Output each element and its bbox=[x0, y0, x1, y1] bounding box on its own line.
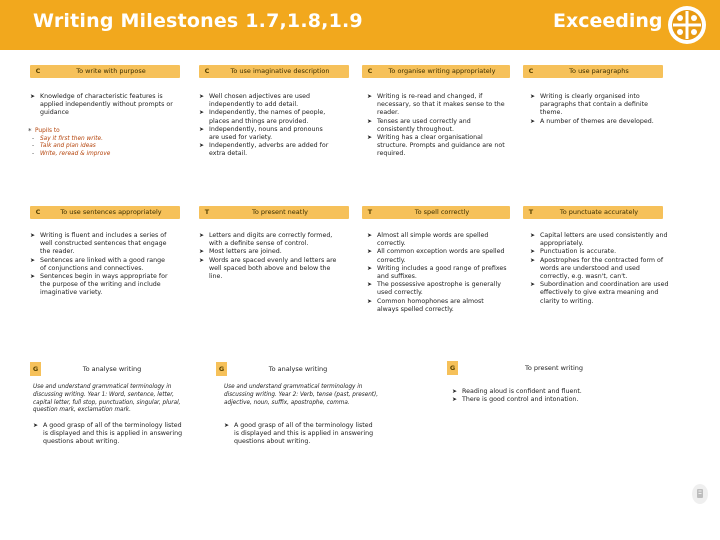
objective-content-2 bbox=[199, 93, 334, 159]
level-title: Exceeding bbox=[553, 10, 663, 32]
list-item: ➤ Almost all simple words are spelled correctly. bbox=[367, 232, 489, 248]
list-item: ➤ There is good control and intonation. bbox=[452, 396, 579, 404]
arrow-bullet-icon: ➤ bbox=[530, 93, 536, 100]
list-item: ➤ A number of themes are developed. bbox=[530, 117, 654, 125]
objective-label: To organise writing appropriately bbox=[388, 67, 496, 75]
list-item: ➤ Writing is clearly organised into paragraphs that contain a definite theme. bbox=[530, 93, 648, 117]
list-item: ➤ Sentences begin in ways appropriate for the purpose of the writing and include imaginative variety. bbox=[30, 273, 168, 297]
arrow-bullet-icon: ➤ bbox=[367, 93, 373, 100]
objective-content-3 bbox=[367, 93, 507, 159]
arrow-bullet-icon: ➤ bbox=[199, 125, 205, 133]
arrow-bullet-icon: ➤ bbox=[530, 117, 536, 125]
list-item: ➤ Knowledge of characteristic features is applied independently without prompts or guidance bbox=[30, 93, 173, 117]
objective-code: G bbox=[30, 362, 41, 376]
objective-label: To present writing bbox=[524, 364, 584, 372]
list-item: ➤ A good grasp of all of the terminology listed is displayed and this is applied in answering questions about writing. bbox=[224, 422, 374, 446]
arrow-bullet-icon: ➤ bbox=[452, 388, 458, 395]
arrow-bullet-icon: ➤ bbox=[367, 297, 373, 305]
arrow-bullet-icon: ➤ bbox=[199, 142, 205, 150]
objective-header-1 bbox=[30, 65, 180, 78]
list-item: ➤ The possessive apostrophe is generally used correctly. bbox=[367, 281, 501, 297]
arrow-bullet-icon: ➤ bbox=[199, 93, 205, 100]
objective-code: T bbox=[528, 208, 534, 216]
list-item: ➤ Subordination and coordination are used effectively to give extra meaning and clarity to writing. bbox=[530, 281, 669, 305]
objective-label: To use paragraphs bbox=[569, 67, 629, 75]
objective-header-10 bbox=[216, 362, 366, 376]
page-indicator-icon bbox=[692, 484, 708, 504]
arrow-bullet-icon: ➤ bbox=[530, 232, 536, 239]
arrow-bullet-icon: ➤ bbox=[199, 256, 205, 264]
arrow-bullet-icon: ➤ bbox=[224, 422, 230, 429]
objective-code: T bbox=[204, 208, 210, 216]
arrow-bullet-icon: ➤ bbox=[367, 232, 373, 239]
objective-label: To present neatly bbox=[252, 208, 308, 216]
arrow-bullet-icon: ➤ bbox=[367, 248, 373, 256]
objective-content-5 bbox=[30, 232, 170, 298]
objective-header-4 bbox=[523, 65, 663, 78]
objective-content-1 bbox=[30, 93, 178, 118]
arrow-bullet-icon: ➤ bbox=[367, 264, 373, 272]
list-item: ➤ Sentences are linked with a good range of conjunctions and connectives. bbox=[30, 256, 166, 272]
objective-label: To analyse writing bbox=[82, 365, 142, 373]
arrow-bullet-icon: ➤ bbox=[30, 273, 36, 281]
school-crest-icon bbox=[668, 6, 706, 44]
list-item: ➤ Punctuation is accurate. bbox=[530, 248, 617, 256]
arrow-bullet-icon: ➤ bbox=[452, 396, 458, 404]
list-item: ➤ Words are spaced evenly and letters are well spaced both above and below the line. bbox=[199, 256, 337, 281]
objective-header-3 bbox=[362, 65, 510, 78]
pupil-prompts-title: Pupils to bbox=[35, 128, 60, 134]
objective-header-9 bbox=[30, 362, 180, 376]
objective-content-4 bbox=[530, 93, 670, 126]
objective-code: C bbox=[528, 67, 534, 75]
list-item: ➤ Apostrophes for the contracted form of words are understood and used correctly, e.g. wasn't, can't. bbox=[530, 256, 664, 281]
objective-header-6 bbox=[199, 206, 349, 219]
arrow-bullet-icon: ➤ bbox=[30, 93, 36, 100]
objective-content-7 bbox=[367, 232, 507, 314]
list-item: - Write, reread & improve bbox=[32, 150, 111, 157]
list-item: ➤ Well chosen adjectives are used independently to add detail. bbox=[199, 93, 311, 109]
terminology-intro-year2: Use and understand grammatical terminology in discussing writing. Year 2: Verb, tense (past, present), adjective, noun, suffix, apostrophe, comma. bbox=[224, 384, 379, 406]
list-item: ➤ Most letters are joined. bbox=[199, 248, 282, 256]
objective-content-6 bbox=[199, 232, 339, 281]
pupil-prompts bbox=[30, 128, 110, 158]
list-item: ➤ Tenses are used correctly and consistently throughout. bbox=[367, 117, 471, 133]
page-title: Writing Milestones 1.7,1.8,1.9 bbox=[33, 10, 363, 32]
objective-content-8 bbox=[530, 232, 670, 306]
objective-code: C bbox=[35, 208, 41, 216]
objective-header-7 bbox=[362, 206, 510, 219]
list-item: - Talk and plan ideas bbox=[32, 143, 96, 150]
objective-header-5 bbox=[30, 206, 180, 219]
objective-label: To use sentences appropriately bbox=[60, 208, 162, 216]
list-item: ➤ Independently, adverbs are added for extra detail. bbox=[199, 142, 329, 158]
list-item: ➤ Writing has a clear organisational structure. Prompts and guidance are not required. bbox=[367, 134, 505, 158]
arrow-bullet-icon: ➤ bbox=[33, 422, 39, 429]
header-bar bbox=[0, 0, 720, 50]
list-item: ➤ Capital letters are used consistently and appropriately. bbox=[530, 232, 668, 248]
objective-header-8 bbox=[523, 206, 663, 219]
objective-content-9 bbox=[33, 422, 183, 447]
objective-header-11 bbox=[447, 361, 647, 375]
arrow-bullet-icon: ➤ bbox=[367, 117, 373, 125]
list-item: ➤ Writing includes a good range of prefixes and suffixes. bbox=[367, 264, 507, 281]
list-item: ➤ All common exception words are spelled correctly. bbox=[367, 248, 505, 264]
arrow-bullet-icon: ➤ bbox=[30, 232, 36, 239]
objective-code: G bbox=[447, 361, 458, 375]
arrow-bullet-icon: ➤ bbox=[530, 281, 536, 289]
objective-code: T bbox=[367, 208, 373, 216]
list-item: - Say it first then write. bbox=[32, 135, 103, 142]
arrow-bullet-icon: ➤ bbox=[199, 248, 205, 256]
arrow-bullet-icon: ➤ bbox=[530, 248, 536, 256]
objective-code: C bbox=[367, 67, 373, 75]
objective-label: To spell correctly bbox=[414, 208, 470, 216]
arrow-bullet-icon: ➤ bbox=[530, 256, 536, 264]
arrow-bullet-icon: ➤ bbox=[367, 281, 373, 289]
objective-label: To analyse writing bbox=[268, 365, 328, 373]
list-item: ➤ Independently, the names of people, places and things are provided. bbox=[199, 109, 326, 125]
list-item: ➤ A good grasp of all of the terminology listed is displayed and this is applied in answering questions about writing. bbox=[33, 422, 183, 446]
arrow-bullet-icon: ➤ bbox=[199, 109, 205, 117]
asterisk-marker: * bbox=[28, 127, 32, 135]
arrow-bullet-icon: ➤ bbox=[30, 256, 36, 264]
objective-content-10 bbox=[224, 422, 374, 447]
list-item: ➤ Writing is fluent and includes a series of well constructed sentences that engage the reader. bbox=[30, 232, 167, 256]
list-item: ➤ Letters and digits are correctly formed, with a definite sense of control. bbox=[199, 232, 333, 248]
objective-header-2 bbox=[199, 65, 349, 78]
list-item: ➤ Reading aloud is confident and fluent. bbox=[452, 388, 582, 395]
list-item: ➤ Independently, nouns and pronouns are used for variety. bbox=[199, 125, 323, 142]
objective-label: To write with purpose bbox=[76, 67, 146, 75]
objective-code: G bbox=[216, 362, 227, 376]
objective-code: C bbox=[35, 67, 41, 75]
objective-content-11 bbox=[452, 388, 652, 404]
objective-label: To use imaginative description bbox=[230, 67, 330, 75]
objective-label: To punctuate accurately bbox=[559, 208, 639, 216]
arrow-bullet-icon: ➤ bbox=[367, 134, 373, 142]
list-item: ➤ Common homophones are almost always spelled correctly. bbox=[367, 297, 484, 313]
arrow-bullet-icon: ➤ bbox=[199, 232, 205, 239]
terminology-intro-year1: Use and understand grammatical terminology in discussing writing. Year 1: Word, sentence, letter, capital letter, full stop, punctuation, singular, plural, question mark, exclamation mark. bbox=[33, 384, 181, 414]
objective-code: C bbox=[204, 67, 210, 75]
list-item: ➤ Writing is re-read and changed, if necessary, so that it makes sense to the reader. bbox=[367, 93, 505, 117]
